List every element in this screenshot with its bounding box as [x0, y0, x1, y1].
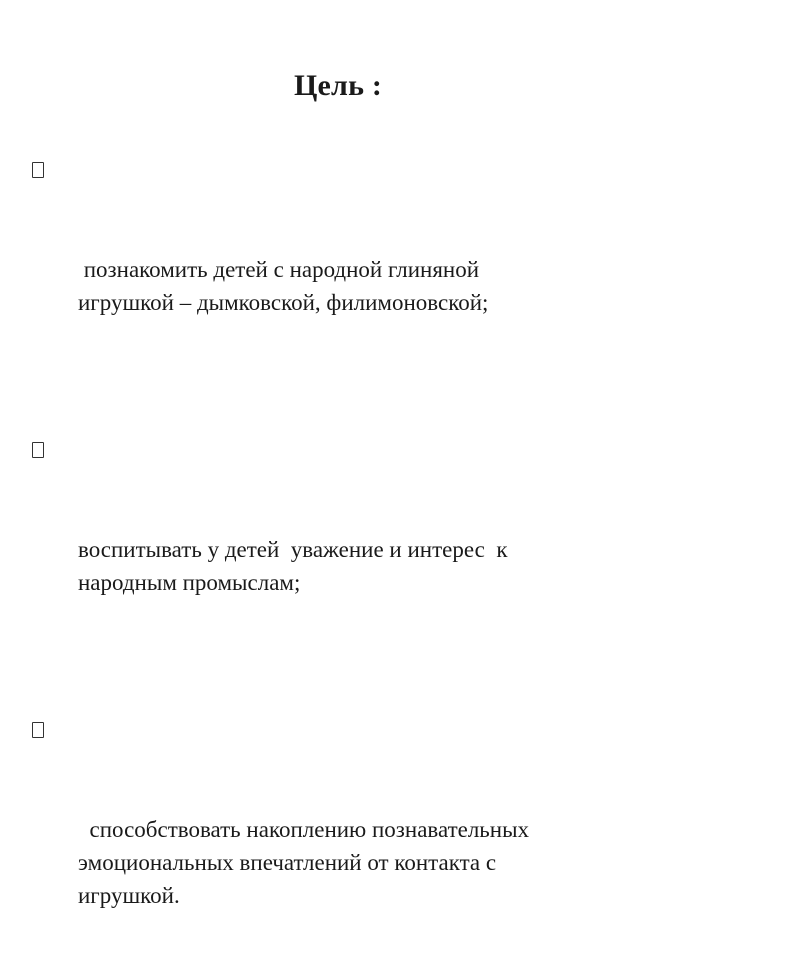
slide-title: Цель :: [294, 69, 383, 102]
goal-item: [32, 434, 752, 665]
square-bullet-icon: [32, 162, 44, 178]
goals-list: [32, 154, 752, 978]
goal-text: воспитывать у детей уважение и интерес к народным промыслам;: [78, 537, 508, 595]
goal-text: познакомить детей с народной глиняной игрушкой – дымковской, филимоновской;: [78, 257, 489, 315]
goal-text: способствовать накоплению познавательных эмоциональных впечатлений от контакта с игрушкой.: [78, 817, 530, 908]
square-bullet-icon: [32, 722, 44, 738]
square-bullet-icon: [32, 442, 44, 458]
goal-item: [32, 714, 752, 978]
goal-item: [32, 154, 752, 385]
